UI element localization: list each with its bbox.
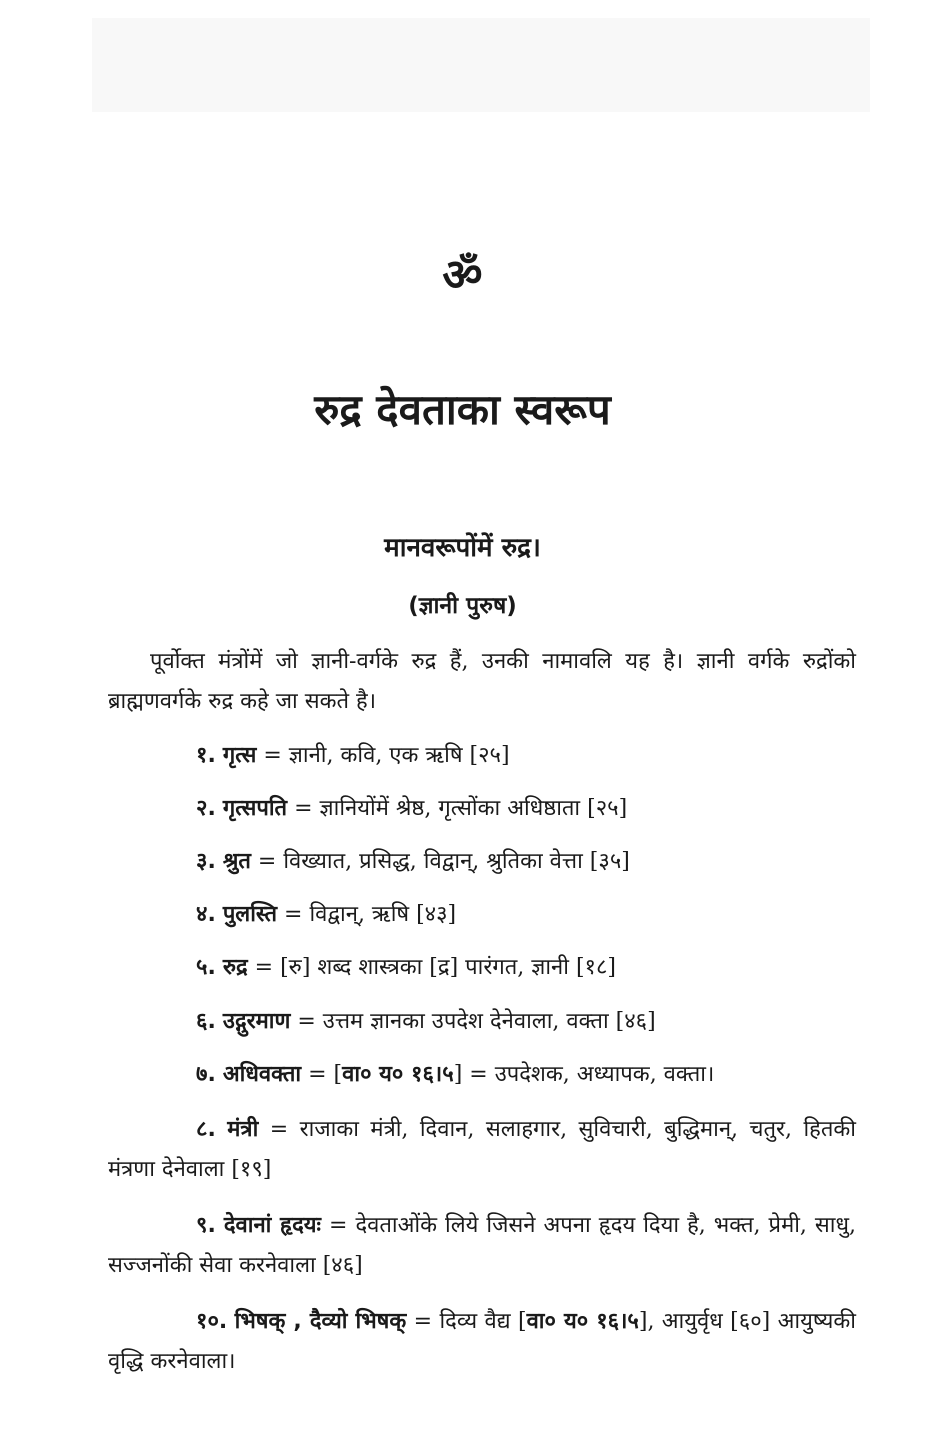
list-item	[108, 1110, 856, 1190]
item-definition: ] = उपदेशक, अध्यापक, वक्ता।	[453, 1062, 715, 1087]
item-definition: = ज्ञानी, कवि, एक ऋषि [२५]	[256, 743, 510, 768]
item-number: ८.	[196, 1117, 216, 1142]
item-term: उद्गुरमाण	[222, 1009, 291, 1034]
item-number: ४.	[196, 902, 216, 927]
item-definition: = राजाका मंत्री, दिवान, सलाहगार, सुविचारी, बुद्धिमान्, चतुर, हितकी मंत्रणा देनेवाला [१९]	[108, 1117, 856, 1182]
om-symbol: ॐ	[442, 250, 483, 301]
item-definition-prefix: = दिव्य वैद्य [	[406, 1309, 527, 1334]
item-term: मंत्री	[227, 1117, 259, 1142]
list-item	[108, 842, 856, 882]
item-definition: = विद्वान्, ऋषि [४३]	[277, 902, 457, 927]
item-number: ७.	[196, 1062, 216, 1087]
section-heading: मानवरूपोंमें रुद्र।	[384, 533, 541, 563]
intro-paragraph: पूर्वोक्त मंत्रोंमें जो ज्ञानी-वर्गके रुद्र हैं, उनकी नामावलि यह है। ज्ञानी वर्गके रुद्रोंको ब्राह्मणवर्गके रुद्र कहे जा सकते है।	[108, 649, 856, 714]
item-definition: = [रु] शब्द शास्त्रका [द्र] पारंगत, ज्ञानी [१८]	[247, 955, 616, 980]
section-subheading: (ज्ञानी पुरुष)	[408, 593, 517, 619]
list-item	[108, 895, 856, 935]
item-number: ६.	[196, 1009, 216, 1034]
item-term: पुलस्ति	[222, 902, 278, 927]
item-number: ५.	[196, 955, 216, 980]
item-term: भिषक् , दैव्यो भिषक्	[234, 1309, 407, 1334]
list-item	[108, 1002, 856, 1042]
item-definition: ], आयुर्वृध [६०] आयुष्यकी वृद्धि करनेवाला।	[108, 1309, 856, 1374]
item-number: १०.	[196, 1309, 228, 1334]
list-item	[108, 789, 856, 829]
item-term: गृत्स	[222, 743, 257, 768]
item-term: अधिवक्ता	[222, 1062, 302, 1087]
item-definition-prefix: = [	[301, 1062, 343, 1087]
list-item	[108, 1055, 856, 1095]
item-number: १.	[196, 743, 216, 768]
item-number: २.	[196, 796, 216, 821]
item-number: ९.	[196, 1213, 216, 1238]
top-shaded-band	[92, 18, 870, 112]
list-item	[108, 736, 856, 776]
item-term: रुद्र	[222, 955, 248, 980]
item-number: ३.	[196, 849, 216, 874]
page-title: रुद्र देवताका स्वरूप	[314, 385, 611, 434]
item-term: गृत्सपति	[222, 796, 288, 821]
item-term: देवानां हृदयः	[223, 1213, 322, 1238]
list-item	[108, 1302, 856, 1382]
list-item	[108, 948, 856, 988]
list-item	[108, 1206, 856, 1286]
item-definition: = ज्ञानियोंमें श्रेष्ठ, गृत्सोंका अधिष्ठाता [२५]	[287, 796, 628, 821]
item-term: श्रुत	[222, 849, 251, 874]
item-reference: वा० य० १६।५	[526, 1309, 639, 1334]
item-definition: = देवताओंके लिये जिसने अपना हृदय दिया है, भक्त, प्रेमी, साधु, सज्जनोंकी सेवा करनेवाला [४६]	[108, 1213, 857, 1278]
item-reference: वा० य० १६।५	[342, 1062, 454, 1087]
item-definition: = विख्यात, प्रसिद्ध, विद्वान्, श्रुतिका वेत्ता [३५]	[250, 849, 630, 874]
item-definition: = उत्तम ज्ञानका उपदेश देनेवाला, वक्ता [४६]	[290, 1009, 656, 1034]
